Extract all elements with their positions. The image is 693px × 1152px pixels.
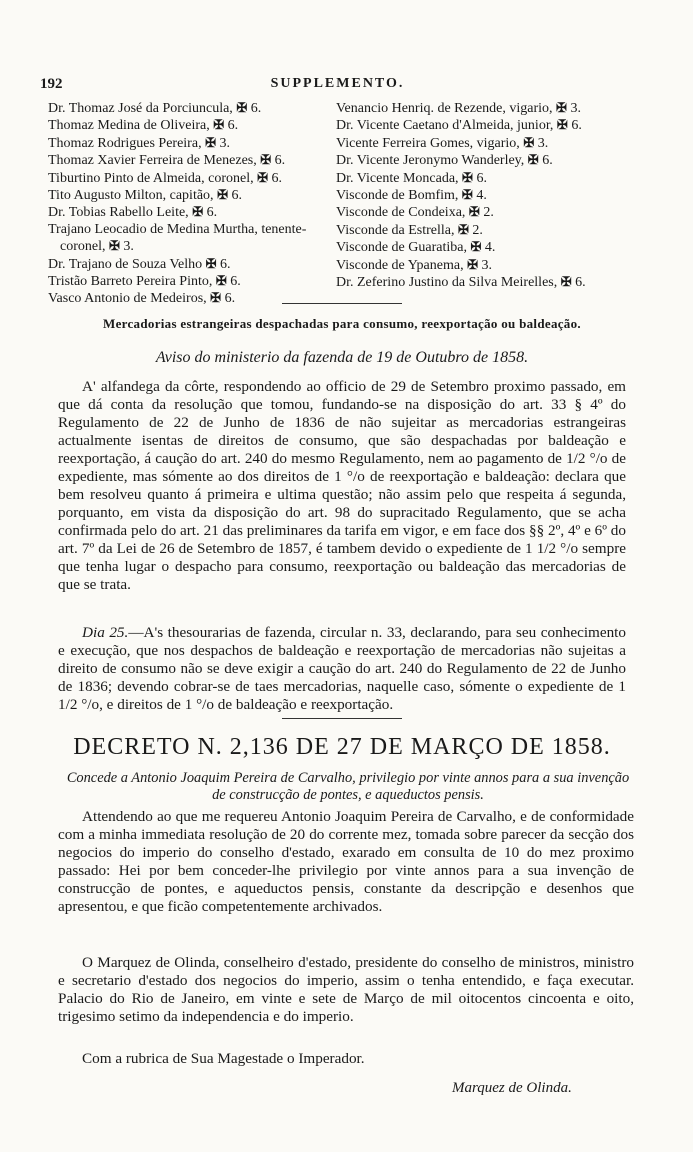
list-item: Thomaz Xavier Ferreira de Menezes, ✠ 6. bbox=[48, 152, 286, 169]
cross-icon: ✠ bbox=[560, 274, 572, 290]
decree-summary: Concede a Antonio Joaquim Pereira de Carvalho, privilegio por vinte annos para a sua invenção de construcção de pontes, e aqueductos pensis. bbox=[66, 770, 630, 803]
cross-icon: ✠ bbox=[217, 187, 228, 203]
cross-icon: ✠ bbox=[467, 256, 478, 272]
cross-icon: ✠ bbox=[257, 169, 268, 185]
day-label: Dia 25. bbox=[82, 624, 129, 641]
paragraph: Attendendo ao que me requereu Antonio Joaquim Pereira de Carvalho, e de conformidade com a minha immediata resolução de 20 do corrente mez, tomada sobre parecer da secção dos negocios do imperio do conselho d'estado, exarado em consulta de 10 do mez proximo passado: Hei por bem conceder-lhe privilegio por vinte annos para a sua invenção de construcção de pontes, e aqueductos pensis, constante da descripção e desenhos que apresentou, e que ficão competentemente archivados. bbox=[58, 808, 634, 915]
list-item: Visconde da Estrella, ✠ 2. bbox=[336, 221, 483, 238]
divider bbox=[282, 303, 402, 304]
cross-icon: ✠ bbox=[260, 152, 272, 168]
paragraph: A' alfandega da côrte, respondendo ao officio de 29 de Setembro proximo passado, em que dá conta da resolução que tomou, fundando-se na disposição do art. 33 § 4º do Regulamento de 22 de Junho de 1836 de não sujeitar as mercadorias estrangeiras actualmente isentas de direitos de consumo, que são despachadas por baldeação e reexportação, á caução do art. 240 do mesmo Regulamento, nem ao pagamento de 1/2 °/o de expediente, mas sómente ao dos direitos de 1 °/o de reexportação e baldeação: declara que bem resolveu quanto á primeira e ultima questão; não assim pelo que respeita á segunda, porquanto, em vista da disposição do art. 98 do supracitado Regulamento, que se acha confirmada pelo do art. 21 das preliminares da tarifa em vigor, e em face dos §§ 2º, 4º e 6º do art. 7º da Lei de 26 de Setembro de 1857, é tambem devido o expediente de 1 1/2 °/o sempre que tenha lugar o despacho para consumo, reexportação ou baldeação das mercadorias de que se trata. bbox=[58, 378, 626, 593]
list-item: Dr. Vicente Jeronymo Wanderley, ✠ 6. bbox=[336, 152, 553, 169]
list-item: Thomaz Medina de Oliveira, ✠ 6. bbox=[48, 117, 239, 134]
left-column-list bbox=[48, 100, 340, 308]
list-item: Visconde de Condeixa, ✠ 2. bbox=[336, 204, 494, 221]
cross-icon: ✠ bbox=[205, 255, 217, 271]
cross-icon: ✠ bbox=[461, 187, 473, 203]
cross-icon: ✠ bbox=[210, 290, 222, 306]
list-item: Tristão Barreto Pereira Pinto, ✠ 6. bbox=[48, 273, 241, 290]
cross-icon: ✠ bbox=[470, 239, 482, 255]
running-title: SUPPLEMENTO. bbox=[270, 76, 405, 91]
decree-title: DECRETO N. 2,136 DE 27 DE MARÇO DE 1858. bbox=[73, 734, 611, 760]
cross-icon: ✠ bbox=[215, 273, 227, 289]
right-column-list bbox=[336, 100, 636, 291]
list-item: Vicente Ferreira Gomes, vigario, ✠ 3. bbox=[336, 134, 549, 151]
cross-icon: ✠ bbox=[108, 238, 120, 254]
list-item: Dr. Tobias Rabello Leite, ✠ 6. bbox=[48, 204, 218, 221]
cross-icon: ✠ bbox=[468, 204, 480, 220]
page-number: 192 bbox=[40, 76, 63, 92]
cross-icon: ✠ bbox=[556, 100, 567, 115]
cross-icon: ✠ bbox=[458, 221, 469, 237]
list-item: Tiburtino Pinto de Almeida, coronel, ✠ 6. bbox=[48, 169, 282, 186]
list-item: Vasco Antonio de Medeiros, ✠ 6. bbox=[48, 290, 236, 307]
divider bbox=[282, 718, 402, 719]
list-item: Dr. Vicente Caetano d'Almeida, junior, ✠ 6. bbox=[336, 117, 582, 134]
cross-icon: ✠ bbox=[523, 134, 535, 150]
paragraph: O Marquez de Olinda, conselheiro d'estado, presidente do conselho de ministros, ministro e secretario d'estado dos negocios do imperio, assim o tenha entendido, e faça executar. Palacio do Rio de Janeiro, em vinte e sete de Março de mil oitocentos cincoenta e oito, trigesimo setimo da independencia e do imperio. bbox=[58, 954, 634, 1025]
list-item: Dr. Trajano de Souza Velho ✠ 6. bbox=[48, 255, 231, 272]
list-item: Dr. Zeferino Justino da Silva Meirelles, ✠ 6. bbox=[336, 274, 586, 291]
cross-icon: ✠ bbox=[205, 134, 216, 150]
cross-icon: ✠ bbox=[192, 204, 204, 220]
list-item: Visconde de Bomfim, ✠ 4. bbox=[336, 187, 487, 204]
cross-icon: ✠ bbox=[527, 152, 539, 168]
paragraph: Dia 25.—A's thesourarias de fazenda, circular n. 33, declarando, para seu conhecimento e execução, que nos despachos de baldeação e reexportação de mercadorias não sujeitas a direito de consumo não se deve exigir a caução do art. 240 do Regulamento de 22 de Junho de 1836; devendo cobrar-se de taes mercadorias, naquelle caso, sómente o expediente de 1 1/2 °/o, e direitos de 1 °/o de baldeação e reexportação. bbox=[58, 624, 626, 713]
list-item: Dr. Thomaz José da Porciuncula, ✠ 6. bbox=[48, 100, 262, 116]
list-item: Visconde de Guaratiba, ✠ 4. bbox=[336, 239, 496, 256]
list-item: Visconde de Ypanema, ✠ 3. bbox=[336, 256, 492, 273]
list-item: Dr. Vicente Moncada, ✠ 6. bbox=[336, 169, 487, 186]
aviso-heading: Aviso do ministerio da fazenda de 19 de Outubro de 1858. bbox=[155, 349, 529, 366]
cross-icon: ✠ bbox=[213, 117, 225, 133]
list-item: Venancio Henriq. de Rezende, vigario, ✠ 3. bbox=[336, 100, 581, 116]
page-header bbox=[40, 76, 635, 94]
list-item: Trajano Leocadio de Medina Murtha, tenente-coronel, ✠ 3. bbox=[48, 221, 307, 255]
paragraph: Com a rubrica de Sua Magestade o Imperador. bbox=[82, 1050, 365, 1067]
list-item: Tito Augusto Milton, capitão, ✠ 6. bbox=[48, 187, 242, 204]
section-title: Mercadorias estrangeiras despachadas para consumo, reexportação ou baldeação. bbox=[103, 316, 581, 331]
cross-icon: ✠ bbox=[556, 117, 568, 133]
list-item: Thomaz Rodrigues Pereira, ✠ 3. bbox=[48, 134, 230, 151]
cross-icon: ✠ bbox=[236, 100, 248, 115]
signature: Marquez de Olinda. bbox=[452, 1080, 572, 1096]
cross-icon: ✠ bbox=[462, 169, 473, 185]
